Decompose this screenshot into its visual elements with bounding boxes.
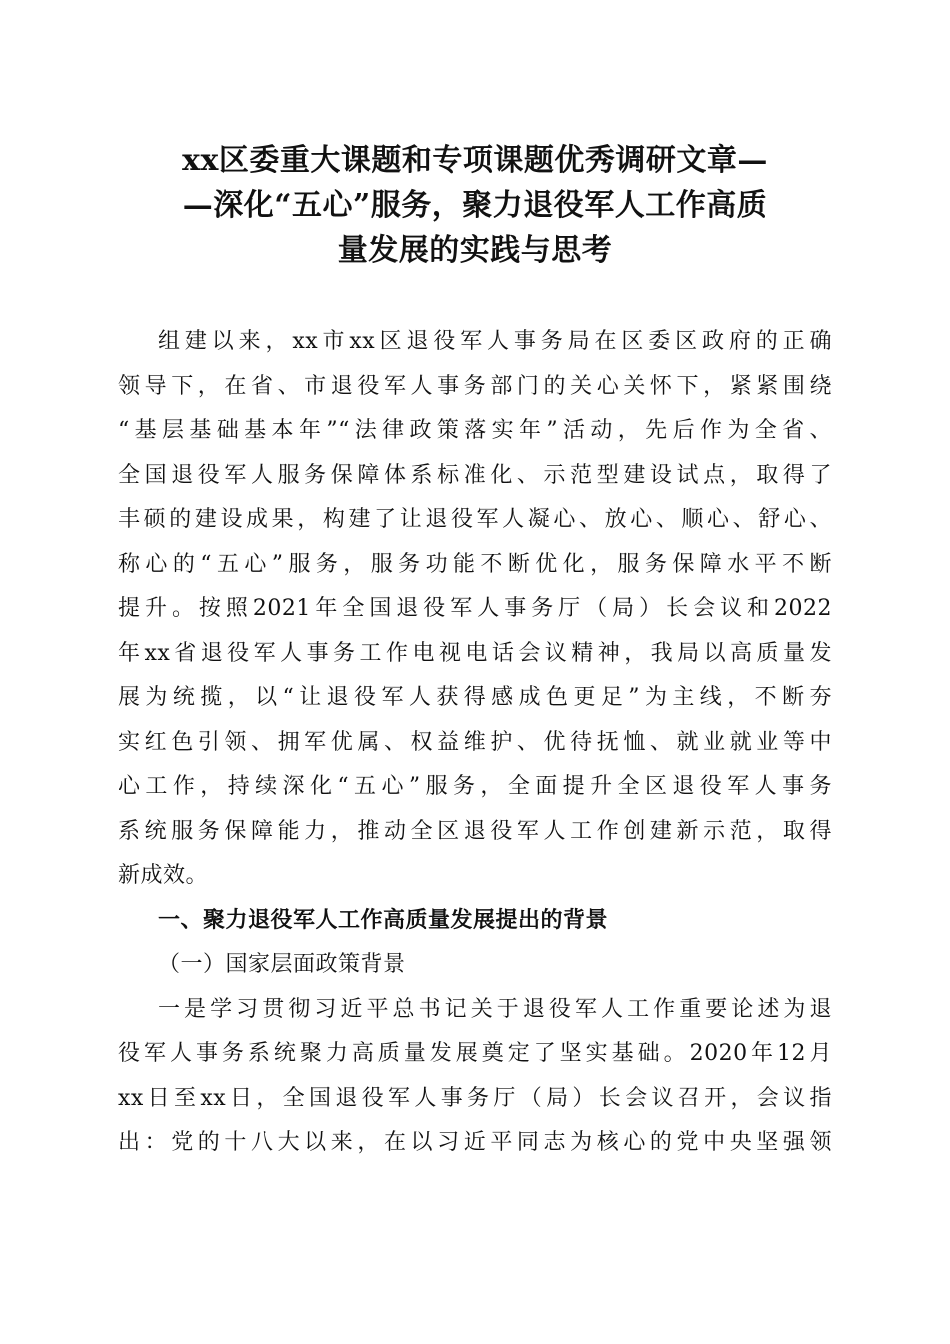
text-line: 出：党的十八大以来，在以习近平同志为核心的党中央坚强领	[118, 1130, 832, 1155]
paragraph-background	[118, 988, 832, 1166]
document-body	[118, 320, 832, 1166]
text-line: “基层基础基本年”“法律政策落实年”活动，先后作为全省、	[118, 418, 832, 443]
text-line: 提升。按照2021年全国退役军人事务厅（局）长会议和2022	[118, 596, 832, 621]
text-line: 全国退役军人服务保障体系标准化、示范型建设试点，取得了	[118, 462, 832, 488]
paragraph-intro	[118, 320, 832, 899]
document-title	[112, 138, 838, 273]
text-line: 役军人事务系统聚力高质量发展奠定了坚实基础。2020年12月	[118, 1041, 832, 1066]
title-line-1: xx区委重大课题和专项课题优秀调研文章—	[182, 143, 768, 178]
text-line: 组建以来，xx市xx区退役军人事务局在区委区政府的正确	[158, 329, 832, 354]
text-line: 丰硕的建设成果，构建了让退役军人凝心、放心、顺心、舒心、	[118, 507, 832, 532]
text-line: 展为统揽，以“让退役军人获得感成色更足”为主线，不断夯	[118, 685, 832, 710]
section-heading-2: （一）国家层面政策背景	[158, 952, 406, 977]
title-line-2: —深化“五心”服务，聚力退役军人工作高质	[182, 188, 768, 223]
text-line: 称心的“五心”服务，服务功能不断优化，服务保障水平不断	[118, 551, 832, 577]
text-line: 新成效。	[118, 863, 209, 888]
title-line-3: 量发展的实践与思考	[337, 233, 613, 268]
text-line: xx日至xx日，全国退役军人事务厅（局）长会议召开，会议指	[118, 1085, 832, 1111]
text-line: 实红色引领、拥军优属、权益维护、优待抚恤、就业就业等中	[118, 729, 832, 755]
text-line: 系统服务保障能力，推动全区退役军人工作创建新示范，取得	[118, 818, 832, 844]
text-line: 领导下，在省、市退役军人事务部门的关心关怀下，紧紧围绕	[118, 373, 832, 399]
text-line: 一是学习贯彻习近平总书记关于退役军人工作重要论述为退	[158, 996, 832, 1022]
text-line: 年xx省退役军人事务工作电视电话会议精神，我局以高质量发	[118, 640, 832, 666]
section-heading-1: 一、聚力退役军人工作高质量发展提出的背景	[158, 907, 609, 933]
text-line: 心工作，持续深化“五心”服务，全面提升全区退役军人事务	[118, 774, 832, 799]
